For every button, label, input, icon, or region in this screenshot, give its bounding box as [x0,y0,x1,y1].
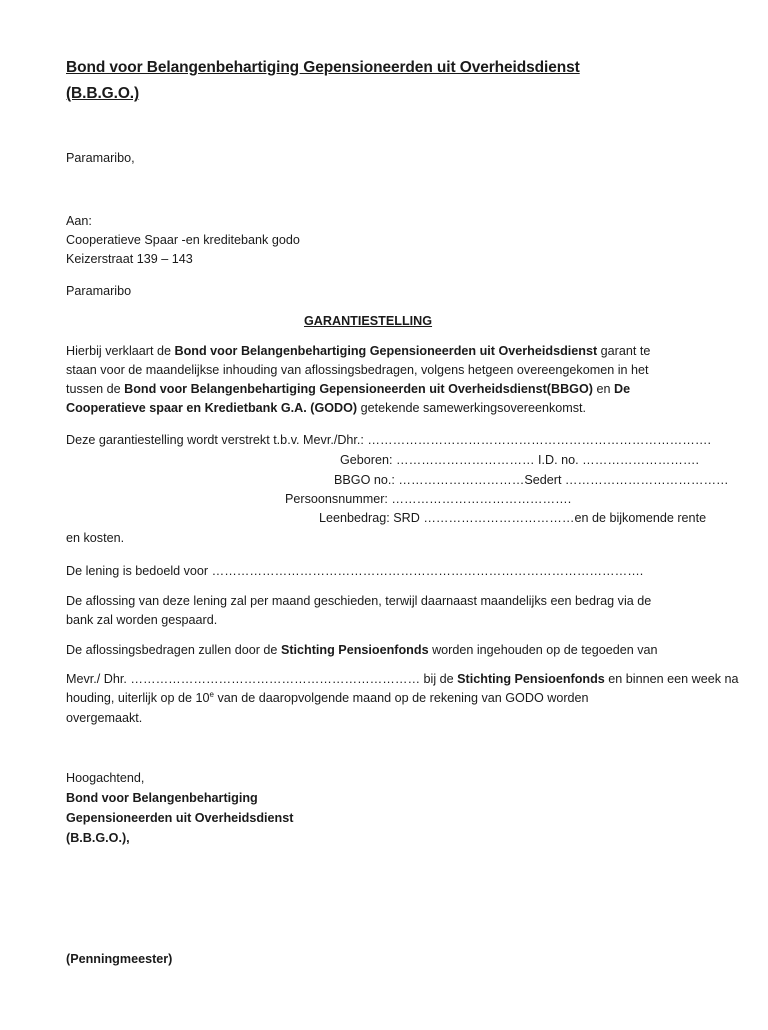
signatory-role [66,951,172,967]
intro-line2: staan voor de maandelijkse inhouding van aflossingsbedragen, volgens hetgeen overeengekomen in het [66,363,649,377]
address-line2: Keizerstraat 139 – 143 [66,252,193,266]
form-costs-line: en kosten. [66,531,125,545]
ordinal-superscript: e [209,689,214,699]
deduction-text: Mevr./ Dhr. …………………………………………………………… bij de [66,672,458,686]
intro-line3 [66,381,630,397]
bank-name-bold: De [613,382,631,396]
deduction-line4: overgemaakt. [66,711,143,725]
intro-text: tussen de [66,382,125,396]
intro-line1 [66,343,650,359]
form-loan-amount-line: Leenbedrag: SRD ………………………………en de bijkomende rente [319,511,707,525]
form-personnel-number-line: Persoonsnummer: ……………………………………. [285,492,572,506]
intro-text: getekende samewerkingsovereenkomst. [357,401,587,415]
intro-text: en [592,382,614,396]
repayment-line2: bank zal worden gespaard. [66,613,218,627]
closing-org-line1 [66,790,258,806]
signatory-role-bold: (Penningmeester) [66,952,173,966]
letter-title-line2: (B.B.G.O.) [66,85,140,102]
place-line: Paramaribo, [66,151,135,165]
intro-line4 [66,400,586,416]
deduction-text: van de daaropvolgende maand op de rekening van GODO worden [213,691,589,705]
closing-org-bold: Gepensioneerden uit Overheidsdienst [66,811,294,825]
loan-purpose-line: De lening is bedoeld voor …………………………………………………………………………………………. [66,564,644,578]
deduction-line2 [66,671,739,687]
address-city: Paramaribo [66,284,132,298]
deduction-line1 [66,642,658,658]
address-line1: Cooperatieve Spaar -en kreditebank godo [66,233,300,247]
bank-name-bold: Cooperatieve spaar en Kredietbank G.A. (GODO) [66,401,358,415]
letter-title-line1: Bond voor Belangenbehartiging Gepensioneerden uit Overheidsdienst [66,59,580,76]
closing-greeting: Hoogachtend, [66,771,145,785]
intro-text: garant te [597,344,651,358]
org-name-bold: Bond voor Belangenbehartiging Gepensioneerden uit Overheidsdienst [174,344,598,358]
closing-org-line2 [66,810,293,826]
address-to: Aan: [66,214,92,228]
deduction-text: worden ingehouden op de tegoeden van [428,643,658,657]
deduction-line3 [66,690,589,706]
form-birth-id-line: Geboren: …………………………… I.D. no. ………………………. [340,453,699,467]
deduction-text: en binnen een week na [604,672,739,686]
deduction-text: houding, uiterlijk op de 10 [66,691,210,705]
pension-fund-bold: Stichting Pensioenfonds [280,643,429,657]
closing-org-line3 [66,830,130,846]
section-heading: GARANTIESTELLING [304,314,433,328]
org-name-bold: Bond voor Belangenbehartiging Gepensioneerden uit Overheidsdienst(BBGO) [124,382,593,396]
closing-org-bold: Bond voor Belangenbehartiging [66,791,258,805]
intro-text: Hierbij verklaart de [66,344,175,358]
form-beneficiary-line: Deze garantiestelling wordt verstrekt t.b.v. Mevr./Dhr.: ………………………………………………………………………. [66,433,711,447]
repayment-line1: De aflossing van deze lening zal per maand geschieden, terwijl daarnaast maandelijks een bedrag via de [66,594,652,608]
deduction-text: De aflossingsbedragen zullen door de [66,643,281,657]
closing-org-bold: (B.B.G.O.), [66,831,130,845]
pension-fund-bold: Stichting Pensioenfonds [457,672,605,686]
form-bbgo-line: BBGO no.: …………………………Sedert ………………………………… [334,473,729,487]
